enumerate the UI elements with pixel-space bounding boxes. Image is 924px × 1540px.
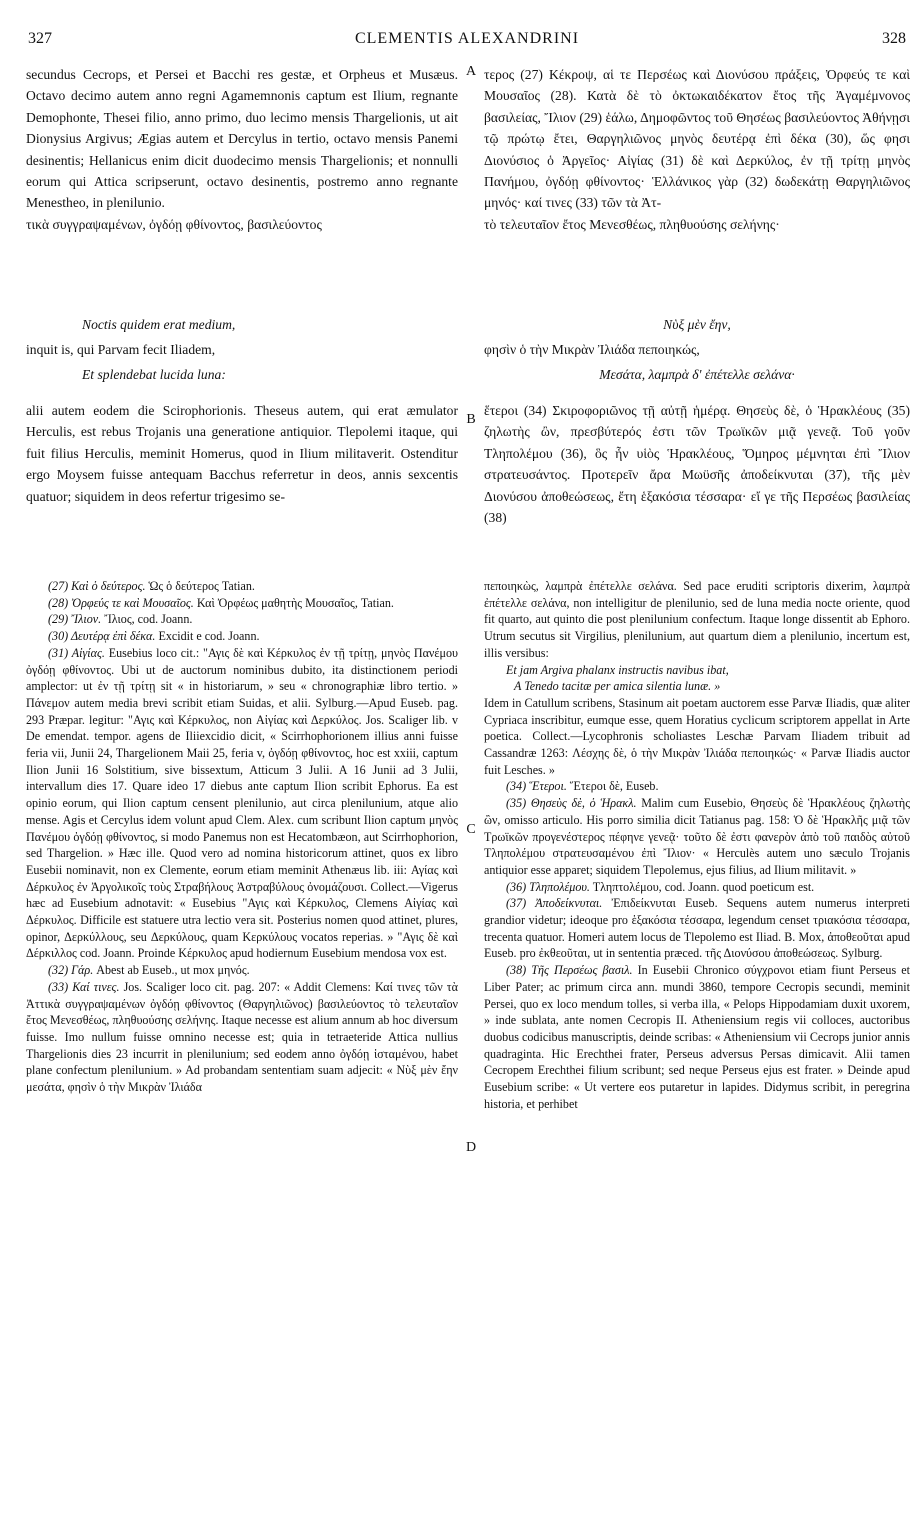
- footnotes-right: [484, 578, 910, 1528]
- latin-verse-line: inquit is, qui Parvam fecit Iliadem,: [26, 342, 216, 357]
- margin-letter-d: D: [465, 1140, 477, 1155]
- footnote: (29) Ἴλιον. Ἴλιος, cod. Joann.: [48, 612, 193, 627]
- footnote: (35) Θησεὺς δὲ, ὁ Ἡρακλ. Malim cum Eusebio, Θησεὺς δὲ Ἡρακλέους ζηλωτὴς ὢν, omisso articulo. His porro similia dicit Tatianus pag. 158: Ὁ δὲ Ἡρακλῆς μιᾷ τῶν Τρωϊκῶν προγενέστερος πέφηνε γενεᾷ· τοῦτο δὲ ἐστι φανερὸν ἀπὸ τοῦ παιδὸς αὐτοῦ Τληπολέμου στρατευσαμένου ἐπὶ Ἴλιον· « Herculès autem uno sæculo Trojanis antiquior esse apparet; siquidem Tlepolemus, ejus filius, ad Ilium militavit. »: [484, 796, 910, 877]
- latin-paragraph-top: secundus Cecrops, et Persei et Bacchi res gestæ, et Orpheus et Musæus. Octavo decimo autem anno regni Agamemnonis captum est Ilium, regnante Demophonte, Thesei filio, anno primo, duo lecimo mensis Thargelionis, ut ait Dionysius Argivus; Ægias autem et Dercylus in tertio, octavo mensis Panemi desinentis; Hellanicus enim dicit duodecimo mensis Thargelionis; et nonnulli eorum qui Attica scripserunt, octavo desinentis, postremo anno regnante Menestheo, in plenilunio.: [26, 67, 458, 211]
- page-number-right: 328: [882, 30, 906, 47]
- greek-verse-line: φησὶν ὁ τὴν Μικρὰν Ἰλιάδα πεποιηκώς,: [484, 342, 700, 357]
- footnote: (36) Τληπολέμου. Τληπτολέμου, cod. Joann. quod poeticum est.: [506, 879, 815, 894]
- latin-text-middle: [26, 400, 458, 572]
- footnote-continuation: Idem in Catullum scribens, Stasinum ait poetam auctorem esse Parvæ Iliadis, quæ aliter Cypriaca inscribitur, eumque esse, quem Horatius cyclicum scriptorem appellat in Arte poetica. Collect.—Lycophronis scholiastes Leschæ Parvam Iliadem tribuit ad Cassandræ 1263: Λέσχης δὲ, ὁ τὴν Μικρὰν Ἰλιάδα πεποιηκώς· « Parvæ Iliadis auctor fuit Lesches. »: [484, 695, 910, 777]
- greek-verses: [484, 312, 910, 387]
- latin-catchline: τικὰ συγγραψαμένων, ὀγδόῃ φθίνοντος, βασιλεύοντος: [26, 216, 322, 232]
- greek-catchline: τὸ τελευταῖον ἔτος Μενεσθέως, πληθυούσης σελήνης·: [484, 216, 780, 232]
- latin-verse-line: Et splendebat lucida luna:: [82, 367, 226, 382]
- latin-verses: [26, 312, 458, 387]
- latin-paragraph-middle: alii autem eodem die Scirophorionis. Theseus autem, qui erat æmulator Herculis, est rebus Trojanis una generatione antiquior. Tlepolemi itaque, qui fuit filius Herculis, meminit Homerus, quod in Ilium militaverit. Ostenditur ergo Moysem fuisse antequam Bacchus referretur in deos, annis sexcentis quatuor; siquidem in deos refertur trigesimo se-: [26, 403, 458, 504]
- greek-text-middle: [484, 400, 910, 572]
- latin-verse-line: Noctis quidem erat medium,: [82, 317, 236, 332]
- page-number-left: 327: [28, 30, 52, 47]
- greek-paragraph-middle: ἕτεροι (34) Σκιροφοριῶνος τῇ αὐτῇ ἡμέρᾳ. Θησεὺς δὲ, ὁ Ἡρακλέους (35) ζηλωτὴς ὢν, πρεσβύτερός ἐστι τῶν Τρωϊκῶν μιᾷ γενεᾷ. Τοῦ γοῦν Τληπολέμου (36), ὃς ἦν υἱὸς Ἡρακλέους, Ὅμηρος μέμνηται ἐπὶ Ἴλιον στρατευσάντος. Προτερεῖν ἄρα Μωϋσῆς ἀποδείκνυται (37), τῆς μὲν Διονύσου ἀποθεώσεως, ἔτη ἑξακόσια τέσσαρα· εἴ γε τῆς Περσέως βασιλείας (38): [484, 403, 910, 526]
- margin-letter-b: B: [466, 412, 476, 427]
- footnote: (33) Καί τινες. Jos. Scaliger loco cit. pag. 207: « Addit Clemens: Καί τινες τῶν τὰ Ἀττικὰ συγγραψαμένων ὀγδόῃ φθίνοντος (Θαργηλιῶνος) βασιλεύοντος τὸ τελευταῖον ἔτος Μενεσθέως, πληθυούσης σελήνης. Itaque necesse est alium annum ab hoc diversum fuisse. Imo nullum fuisse omnino necesse est; quia in tetraeteride Attica nullius Thargelionis dies 23 incurrit in plenilunium; sed eodem anno ὀγδόῃ ἱσταμένου, habet plane confectum plenilunium. » Ad probandam sententiam suam adjecit: « Νὺξ μὲν ἔην μεσάτα, φησὶν ὁ τὴν Μικρὰν Ἰλιάδα: [26, 979, 458, 1095]
- footnote: (37) Ἀποδείκνυται. Ἐπιδείκνυται Euseb. Sequens autem numerus interpreti grandior videtur; ideoque pro ἑξακόσια τέσσαρα, legendum censet τριακόσια τέσσαρα, trecenta quatuor. Homeri autem locus de Tlepolemo est Iliad. B. Mox, ἀποθεοῦται apud Euseb. pro ἐκθεοῦται, ut in sententia præced. τῆς Διονύσου ἀποθεώσεως. Sylburg.: [484, 896, 910, 961]
- latin-text-top: [26, 64, 458, 300]
- footnote: (27) Καὶ ὁ δεύτερος. Ὡς ὁ δεύτερος Tatian.: [48, 579, 255, 593]
- greek-verse-line: Μεσάτα, λαμπρὰ δ' ἐπέτελλε σελάνα·: [599, 367, 795, 382]
- greek-paragraph-top: τερος (27) Κέκροψ, αἱ τε Περσέως καὶ Διονύσου πράξεις, Ὀρφεύς τε καὶ Μουσαῖος (28). Κατὰ δὲ τὸ ὀκτωκαιδέκατον ἔτος τῆς Ἀγαμέμνονος βασιλείας, Ἴλιον (29) ἑάλω, Δημοφῶντος τοῦ Θησέως βασιλεύοντος Ἀθήνῃσι τῷ πρώτῳ ἔτει, Θαργηλιῶνος μηνὸς δευτέρᾳ ἐπὶ δέκα (30), ὥς φησι Διονύσιος ὁ Ἀργεῖος· Αἰγίας (31) δὲ καὶ Δερκύλος, ἐν τῇ τρίτῃ μηνὸς Πανήμου, ὀγδόῃ φθίνοντος· Ἑλλάνικος γὰρ (32) δωδεκάτῃ Θαργηλιῶνος μηνός· καί τινες (33) τῶν τὰ Ἀτ-: [484, 67, 910, 211]
- footnote: (28) Ὀρφεύς τε καὶ Μουσαῖος. Καὶ Ὀρφέως μαθητὴς Μουσαῖος, Tatian.: [48, 595, 394, 610]
- footnote-verse-line: Et jam Argiva phalanx instructis navibus ibat,: [506, 662, 729, 677]
- footnote: (31) Αἰγίας. Eusebius loco cit.: "Αγις δὲ καὶ Κέρκυλος ἐν τῇ τρίτῃ, μηνὸς Πανέμου ὀγδόῃ φθίνοντος. Ubi ut de auctorum nominibus dubito, ita distinctionem periodi amplector: ut ἐν τῇ τρίτῃ sit « in historiarum, » seu « chronographiæ libro tertio. » Πάνεμον autem media brevi scribit etiam Suidas, et alii. Sylburg.—Apud Euseb. pag. 293 Præpar. legitur: "Αγις καὶ Κέρκυλος, non Αἰγίας καὶ Δερκύλος. Jos. Scaliger lib. v De emendat. tempor. agens de Iliiexcidio dicit, « Scirrhophorionem illius anni fuisse feria vii, Junii 24, Thargelionem Maii 25, feria v, ὀγδόῃ φθίνοντος, hoc est xxiii, captum Ilion Junii 16 Solstitium, sive bissextum, Atticum 3 Julii. A 16 Junii ad 3 Julii, intervallum dies 17. Quare ideo 17 diebus ante captum Ilion scribit Ephorus. Ea est opinio eorum, qui Ilion captum censent plenilunio, aut circa plenilunium, atque alio mense. Agis et Cercylus idem volunt apud Clem. Alex. cum scribunt Ilion captum μηνὸς Πανέμου ὀγδόῃ φθίνοντος, si modo Panemus non est Hecatombæon, aut Scirrhophorion, sed Thargelion. » Hæc ille. Quod vero ad nomina historicorum attinet, quos ex libro Eusebii nominavit, non ex Clemente, eorum etiam meminit Athenæus lib. iii: Αγίας καὶ Δέρκυλος ἐν Ἀργολικοῖς τοὺς Στραβήλους Ἀστραβύλους ὀνομάζουσι. Collect.—Vigerus hæc ad Eusebium adnotavit: « Eusebius "Αγις καὶ Κέρκυλος, Clemens Αἰγίας καὶ Δέρκυλος. Difficile est statuere utra lectio vera sit. Posterius nomen quod attinet, plures, opinor, Δερκύλλους, seu Δερκύλους, quam Κερκύλους vocatos reperias. » "Αγις δὲ καὶ Δέρκιλλος cod. Joann. Proinde Κέρκυλος apud hodiernum Eusebium mendosa vox est.: [26, 645, 458, 961]
- footnote: (32) Γάρ. Abest ab Euseb., ut mox μηνός.: [48, 963, 250, 978]
- greek-verse-line: Νὺξ μὲν ἔην,: [663, 317, 731, 332]
- greek-text-top: [484, 64, 910, 300]
- running-title: CLEMENTIS ALEXANDRINI: [354, 30, 580, 47]
- footnotes-left: [26, 578, 458, 1528]
- footnote-verse-line: A Tenedo tacitæ per amica silentia lunæ. »: [514, 679, 721, 694]
- footnote: (38) Τῆς Περσέως βασιλ. In Eusebii Chronico σύγχρονοι etiam fiunt Perseus et Liber Pater; ac primum circa ann. mundi 3860, tempore Cecropis secundi, meminit Persei, quo ex loco mendum tolles, si verba illa, « Pelops Hippodamiam duxit uxorem, » inde sublata, ante nomen Cecropis II. Atheniensium regis vii colloces, auctoribus duobus codicibus manuscriptis, deinde scribas: « Atheniensium vii Cecrops junior annis quadraginta. Hic Erechthei frater, Perseus adversus Persas dimicavit. Alii tamen Cecropem Erechthei filium scribunt; sed neque Perseus ejus est frater. » Deinde apud Eusebium scribe: « Ut vertere eos putaretur in lapides. Didymus scribit, in peregrina historia, et perhibet: [484, 963, 910, 1111]
- footnote: (34) Ἕτεροι. Ἕτεροι δὲ, Euseb.: [506, 779, 659, 794]
- running-header: [28, 30, 906, 52]
- margin-letter-a: A: [465, 64, 477, 79]
- footnote-continuation: πεποιηκὼς, λαμπρὰ ἐπέτελλε σελάνα. Sed pace eruditi scriptoris dixerim, λαμπρὰ ἐπέτελλε σελάνα, non intelligitur de plenilunio, sed de luna media nocte oriente, quod fit quarto, aut quinto die post plenilunium confectum. Itaque longe dissentit ab Ephoro. Utrum secutus sit Virgilius, plenilunium, aut quartum diem a plenilunio, incertum est, illis versibus:: [484, 579, 910, 660]
- margin-letter-c: C: [466, 822, 476, 837]
- footnote: (30) Δευτέρᾳ ἐπὶ δέκα. Excidit e cod. Joann.: [48, 629, 260, 644]
